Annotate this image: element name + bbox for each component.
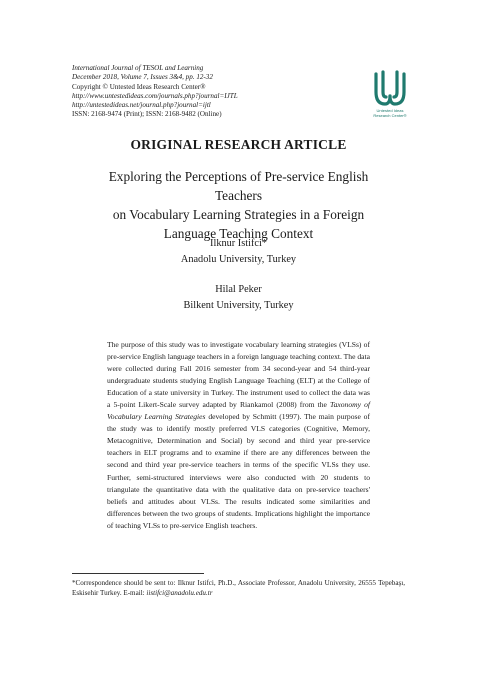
correspondence-footnote (72, 578, 405, 598)
abstract-italic-title: Taxonomy of Vocabulary Learning Strategies (107, 400, 371, 422)
author-block-1 (0, 236, 477, 268)
author-block-2 (0, 282, 477, 314)
article-title (90, 167, 387, 243)
title-line-3: Language Teaching Context (163, 226, 314, 241)
logo-caption-line-2: Research Center® (373, 113, 407, 118)
journal-issue: December 2018, Volume 7, Issues 3&4, pp. 12-32 (72, 73, 213, 82)
journal-copyright: Copyright © Untested Ideas Research Center® (72, 82, 206, 91)
author-name: Hilal Peker (215, 284, 262, 295)
abstract (107, 339, 370, 532)
author-affiliation: Anadolu University, Turkey (180, 254, 297, 265)
journal-url-1[interactable]: http://www.untestedideas.com/journals.php?journal=IJTL (72, 91, 238, 100)
logo-caption-line-1: Untested Ideas (376, 108, 404, 113)
footnote-email[interactable]: iistifci@anadolu.edu.tr (146, 589, 213, 597)
footnote-divider (72, 573, 204, 574)
journal-info (72, 64, 372, 120)
title-line-1: Exploring the Perceptions of Pre-service English Teachers (108, 169, 369, 203)
section-label: ORIGINAL RESEARCH ARTICLE (130, 137, 347, 152)
abstract-text-2: developed by Schmitt (1997). The main purpose of the study was to identify mostly preferred VLS categories (Cognitive, Memory, Metacognitive, Determination and Social) by second and third year pre-service teachers in ELT programs and to examine if there are any differences between the second and third year pre-service teachers in terms of the specific VLSs they use. Further, semi-structured interviews were also conducted with 20 students to triangulate the quantitative data with the qualitative data on pre-service teachers' beliefs and attitudes about VLSs. The results indicated some similarities and differences between the two groups of students. Implications highlight the importance of teaching VLSs to pre-service English teachers. (107, 412, 370, 530)
author-name: Ilknur Istifci* (210, 238, 267, 249)
abstract-text-1: The purpose of this study was to investigate vocabulary learning strategies (VLSs) of pre-service English language teachers in a foreign language teaching context. The data were collected during Fall 2016 semester from 34 second-year and 54 third-year undergraduate students studying English Language Teaching (ELT) at the College of Education of a state university in Turkey. The instrument used to collect the data was a 5-point Likert-Scale survey adapted by Riankamol (2008) from the (107, 340, 370, 410)
footnote-text: *Correspondence should be sent to: Ilknur Istifci, Ph.D., Associate Professor, Anadolu University, 26555 Tepebaşı, Eskisehir Turkey. E-mail: (72, 579, 405, 597)
journal-name: International Journal of TESOL and Learning (72, 64, 204, 72)
journal-url-2[interactable]: http://untestedideas.net/journal.php?journal=ijtl (72, 101, 211, 110)
author-affiliation: Bilkent University, Turkey (183, 300, 294, 311)
title-line-2: on Vocabulary Learning Strategies in a Foreign (112, 207, 365, 222)
journal-issn: ISSN: 2168-9474 (Print); ISSN: 2168-9482 (Online) (72, 110, 222, 119)
logo-caption (364, 108, 416, 118)
